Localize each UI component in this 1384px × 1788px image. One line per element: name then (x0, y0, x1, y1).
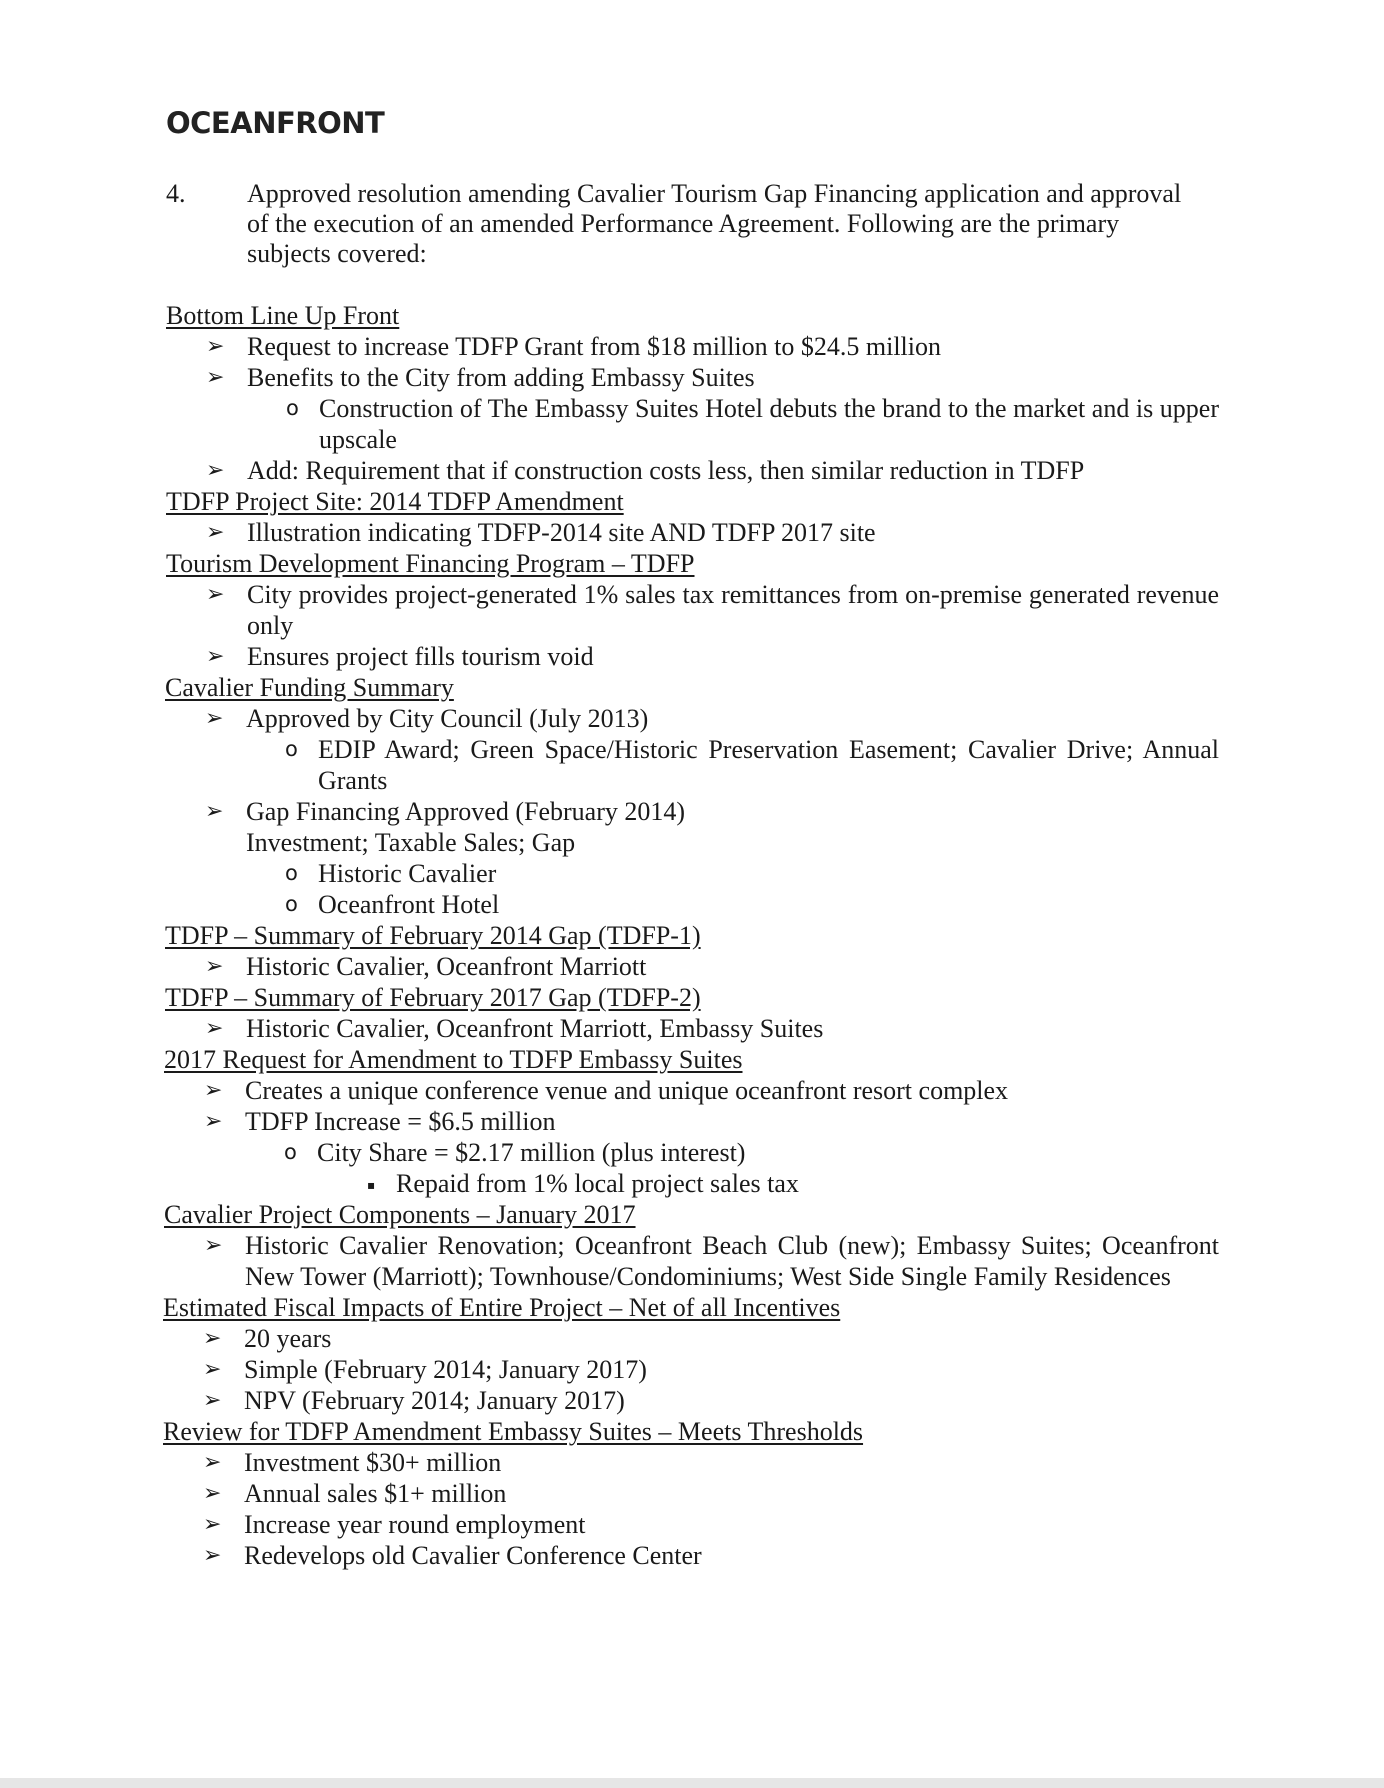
bullet-item (0, 1013, 1384, 1044)
arrow-bullet-icon: ➢ (205, 1016, 224, 1041)
bullet-text: 20 years (244, 1324, 332, 1353)
bullet-item (0, 1106, 1384, 1137)
section-heading: Review for TDFP Amendment Embassy Suites – Meets Thresholds (163, 1417, 864, 1446)
sub-bullet-text: Oceanfront Hotel (318, 890, 500, 919)
bullet-text: Request to increase TDFP Grant from $18 million to $24.5 million (247, 332, 941, 361)
bullet-text: Simple (February 2014; January 2017) (244, 1355, 647, 1384)
bullet-item (0, 796, 1384, 827)
arrow-bullet-icon: ➢ (203, 1543, 222, 1568)
bullet-text: Annual sales $1+ million (244, 1479, 507, 1508)
arrow-bullet-icon: ➢ (206, 582, 225, 607)
sub-bullet-item (0, 734, 1384, 796)
document-body (0, 300, 1384, 1571)
section-heading: Tourism Development Financing Program – TDFP (166, 549, 695, 578)
section-heading: TDFP – Summary of February 2014 Gap (TDFP-1) (165, 921, 701, 950)
arrow-bullet-icon: ➢ (204, 1078, 223, 1103)
bullet-item (0, 703, 1384, 734)
arrow-bullet-icon: ➢ (205, 706, 224, 731)
section-heading: Cavalier Funding Summary (165, 673, 454, 702)
section-heading: Bottom Line Up Front (166, 301, 400, 330)
bullet-text: Creates a unique conference venue and unique oceanfront resort complex (245, 1076, 1009, 1105)
bullet-continuation: Investment; Taxable Sales; Gap (246, 828, 576, 857)
arrow-bullet-icon: ➢ (203, 1388, 222, 1413)
bullet-text: Historic Cavalier, Oceanfront Marriott, Embassy Suites (246, 1014, 824, 1043)
bullet-text: Approved by City Council (July 2013) (246, 704, 649, 733)
sub-bullet-text: Historic Cavalier (318, 859, 497, 888)
section-heading: Estimated Fiscal Impacts of Entire Project – Net of all Incentives (163, 1293, 841, 1322)
bullet-text: TDFP Increase = $6.5 million (245, 1107, 556, 1136)
bullet-item (0, 1478, 1384, 1509)
arrow-bullet-icon: ➢ (203, 1357, 222, 1382)
sub-bullet-item (0, 393, 1384, 455)
circle-bullet-icon: o (285, 861, 298, 885)
bullet-text: Historic Cavalier Renovation; Oceanfront Beach Club (new); Embassy Suites; Oceanfront New Tower (Marriott); Townhouse/Condominiums; West Side Single Family Residences (245, 1231, 1219, 1291)
bullet-item (0, 1230, 1384, 1292)
circle-bullet-icon: o (284, 1140, 297, 1164)
bullet-text: Investment $30+ million (244, 1448, 502, 1477)
bullet-text: Add: Requirement that if construction costs less, then similar reduction in TDFP (247, 456, 1085, 485)
sub-sub-bullet-text: Repaid from 1% local project sales tax (396, 1169, 799, 1198)
section-heading: 2017 Request for Amendment to TDFP Embassy Suites (164, 1045, 743, 1074)
bullet-text: Increase year round employment (244, 1510, 586, 1539)
arrow-bullet-icon: ➢ (206, 458, 225, 483)
square-bullet-icon: ▪ (367, 1178, 376, 1192)
bullet-item (0, 641, 1384, 672)
bullet-item (0, 1075, 1384, 1106)
bullet-text: NPV (February 2014; January 2017) (244, 1386, 625, 1415)
bullet-item (0, 362, 1384, 393)
intro-paragraph: Approved resolution amending Cavalier Tourism Gap Financing application and approval of the execution of an amended Performance Agreement. Following are the primary subjects covered: (247, 179, 1182, 268)
item-number: 4. (166, 179, 186, 208)
sub-sub-bullet-item (0, 1168, 1384, 1199)
section-heading: TDFP Project Site: 2014 TDFP Amendment (166, 487, 624, 516)
arrow-bullet-icon: ➢ (204, 1109, 223, 1134)
bullet-text: Benefits to the City from adding Embassy Suites (247, 363, 755, 392)
arrow-bullet-icon: ➢ (206, 520, 225, 545)
bullet-item (0, 1354, 1384, 1385)
arrow-bullet-icon: ➢ (203, 1481, 222, 1506)
arrow-bullet-icon: ➢ (206, 365, 225, 390)
arrow-bullet-icon: ➢ (204, 1233, 223, 1258)
sub-bullet-text: City Share = $2.17 million (plus interest) (317, 1138, 746, 1167)
bullet-text: City provides project-generated 1% sales tax remittances from on-premise generated revenue only (247, 580, 1219, 640)
arrow-bullet-icon: ➢ (203, 1450, 222, 1475)
bullet-text: Illustration indicating TDFP-2014 site AND TDFP 2017 site (247, 518, 876, 547)
sub-bullet-text: Construction of The Embassy Suites Hotel debuts the brand to the market and is upper upscale (319, 394, 1219, 454)
page-edge (0, 1778, 1384, 1788)
section-heading: Cavalier Project Components – January 2017 (164, 1200, 636, 1229)
arrow-bullet-icon: ➢ (206, 334, 225, 359)
bullet-text: Historic Cavalier, Oceanfront Marriott (246, 952, 647, 981)
sub-bullet-text: EDIP Award; Green Space/Historic Preservation Easement; Cavalier Drive; Annual Grants (318, 735, 1219, 795)
bullet-item (0, 1509, 1384, 1540)
bullet-item (0, 951, 1384, 982)
sub-bullet-item (0, 858, 1384, 889)
arrow-bullet-icon: ➢ (205, 799, 224, 824)
circle-bullet-icon: o (285, 737, 298, 761)
bullet-item (0, 1385, 1384, 1416)
arrow-bullet-icon: ➢ (203, 1512, 222, 1537)
arrow-bullet-icon: ➢ (205, 954, 224, 979)
bullet-item (0, 1540, 1384, 1571)
section-heading: TDFP – Summary of February 2017 Gap (TDFP-2) (165, 983, 701, 1012)
arrow-bullet-icon: ➢ (206, 644, 225, 669)
circle-bullet-icon: o (285, 892, 298, 916)
bullet-text: Ensures project fills tourism void (247, 642, 594, 671)
circle-bullet-icon: o (286, 396, 299, 420)
bullet-item (0, 1323, 1384, 1354)
bullet-item (0, 579, 1384, 641)
bullet-item (0, 331, 1384, 362)
arrow-bullet-icon: ➢ (203, 1326, 222, 1351)
bullet-item (0, 1447, 1384, 1478)
sub-bullet-item (0, 1137, 1384, 1168)
page-title: OCEANFRONT (166, 106, 385, 140)
bullet-item (0, 517, 1384, 548)
bullet-item (0, 455, 1384, 486)
bullet-text: Redevelops old Cavalier Conference Center (244, 1541, 702, 1570)
bullet-text: Gap Financing Approved (February 2014) (246, 797, 686, 826)
sub-bullet-item (0, 889, 1384, 920)
